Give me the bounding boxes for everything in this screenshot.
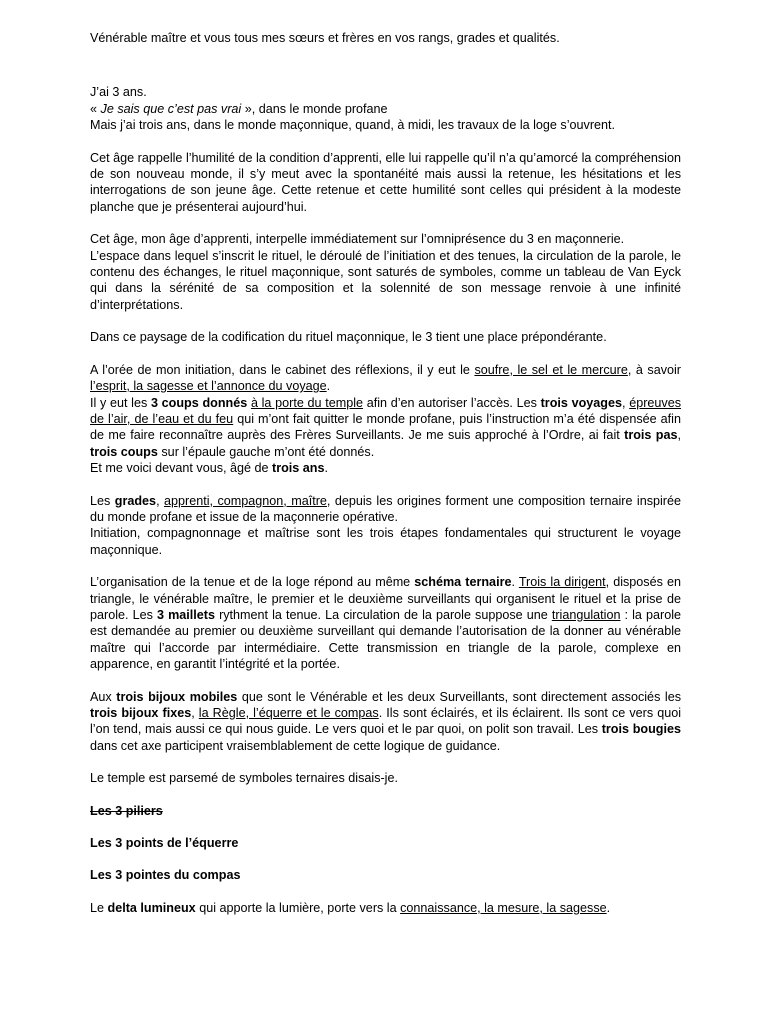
- text-run: sur l’épaule gauche m’ont été donnés.: [157, 444, 375, 459]
- text-run: que sont le Vénérable et les deux Surveillants, sont directement associés les: [237, 689, 681, 704]
- underlined-triangulation: triangulation: [551, 607, 621, 622]
- initiation-cabinet: [90, 362, 681, 395]
- paragraph-organisation: [90, 574, 681, 672]
- underlined-knowledge: connaissance, la mesure, la sagesse: [400, 900, 607, 915]
- text-run: , disposés en triangle, le vénérable maître, le premier et le deuxième surveillants qui organisent le rituel et la prise de parole. Les: [90, 575, 681, 622]
- quote-close: », dans le monde profane: [241, 101, 388, 116]
- bold-three-mallets: 3 maillets: [156, 607, 215, 622]
- text-run: afin d’en autoriser l’accès. Les: [363, 395, 541, 410]
- bold-three-blows: trois coups: [90, 444, 158, 459]
- bold-three-knocks: 3 coups donnés: [150, 395, 248, 410]
- bold-three-journeys: trois voyages: [540, 395, 622, 410]
- grades-composition: [90, 493, 681, 526]
- underlined-temple-door: à la porte du temple: [250, 395, 364, 410]
- bold-three-steps: trois pas: [624, 428, 678, 443]
- underlined-tools: la Règle, l’équerre et le compas: [198, 706, 379, 720]
- text-run: , à savoir: [627, 362, 681, 377]
- bold-three-candles: trois bougies: [601, 722, 681, 737]
- bold-fixed-jewels: trois bijoux fixes: [90, 706, 192, 720]
- bold-grades: grades: [114, 493, 157, 508]
- text-run: rythment la tenue. La circulation de la parole suppose une: [214, 607, 552, 622]
- text-run: Et me voici devant vous, âgé de: [90, 461, 273, 476]
- text-run: L’organisation de la tenue et de la loge répond au même: [90, 575, 415, 590]
- paragraph-landscape: Dans ce paysage de la codification du rituel maçonnique, le 3 tient une place prépondérante.: [90, 330, 607, 345]
- text-run: .: [324, 461, 329, 476]
- intro-block: [90, 84, 681, 133]
- paragraph-three-intro: Cet âge, mon âge d’apprenti, interpelle immédiatement sur l’omniprésence du 3 en maçonnerie.: [90, 232, 625, 247]
- underlined-trials: épreuves de l’air, de l’eau et du feu: [90, 395, 682, 426]
- initiation-journeys: [90, 395, 681, 461]
- bold-square-points: Les 3 points de l’équerre: [90, 836, 239, 851]
- underlined-grade-list: apprenti, compagnon, maître: [164, 493, 327, 508]
- quote-text: Je sais que c’est pas vrai: [100, 101, 242, 116]
- bold-three-years: trois ans: [272, 461, 325, 476]
- bold-mobile-jewels: trois bijoux mobiles: [116, 689, 238, 704]
- paragraph-jewels: [90, 689, 681, 755]
- text-run: .: [326, 379, 331, 394]
- paragraph-three-block: [90, 231, 681, 313]
- text-run: ,: [622, 395, 630, 410]
- paragraph-temple: Le temple est parsemé de symboles ternaires disais-je.: [90, 771, 398, 786]
- strikethrough-pillars: Les 3 piliers: [90, 803, 163, 818]
- text-run: ,: [191, 706, 199, 720]
- heading-square-points: [90, 835, 681, 851]
- heading-compass-points: [90, 867, 681, 883]
- paragraph-grades: [90, 493, 681, 559]
- intro-age-line: J’ai 3 ans.: [90, 85, 147, 100]
- heading-pillars: [90, 803, 681, 819]
- text-run: ,: [677, 428, 681, 443]
- text-run: Aux: [90, 689, 117, 704]
- text-run: , depuis les origines forment une composition ternaire inspirée du monde profane et issue de la maçonnerie opérative.: [90, 493, 681, 524]
- text-run: : la parole est demandée au premier ou deuxième surveillant qui demande l’autorisation de la donner au vénérable maître qui l’accorde par intermédiaire. Cette transmission en triangle de la parole, complexe en apparence, en garantit l’intégrité et la portée.: [90, 607, 682, 672]
- bold-ternary-scheme: schéma ternaire: [414, 575, 512, 590]
- intro-masonic-line: Mais j’ai trois ans, dans le monde maçonnique, quand, à midi, les travaux de la loge s’ouvrent.: [90, 118, 616, 133]
- text-run: . Ils sont éclairés, et ils éclairent. Ils sont ce vers quoi l’on tend, mais aussi ce qui nous guide. Le vers quoi et le par quoi, on polit son travail. Les: [90, 706, 682, 737]
- text-run: .: [511, 575, 519, 590]
- grades-stages: Initiation, compagnonnage et maîtrise sont les trois étapes fondamentales qui structurent le voyage maçonnique.: [90, 526, 681, 557]
- underlined-three-lead: Trois la dirigent: [518, 575, 606, 590]
- bold-compass-points: Les 3 pointes du compas: [90, 868, 241, 883]
- intro-quote-line: [90, 101, 681, 117]
- paragraph-delta: [90, 900, 681, 916]
- text-run: Les: [90, 493, 115, 508]
- paragraph-initiation: [90, 362, 681, 477]
- underlined-elements: soufre, le sel et le mercure: [474, 362, 628, 377]
- paragraph-age: Cet âge rappelle l’humilité de la condition d’apprenti, elle lui rappelle qu’il n’a qu’amorcé la compréhension de son nouveau monde, il s’y meut avec la spontanéité mais aussi la retenue, les hésitations et les interrogations de son jeune âge. Cette retenue et cette humilité sont celles qui président à la modeste planche que je présenterai aujourd’hui.: [90, 150, 681, 214]
- text-run: .: [606, 900, 611, 915]
- text-run: dans cet axe participent vraisemblablement de cette logique de guidance.: [90, 738, 501, 753]
- underlined-meaning: l’esprit, la sagesse et l’annonce du voyage: [90, 379, 327, 394]
- text-run: Le: [90, 900, 108, 915]
- initiation-age: [90, 460, 681, 476]
- quote-open: «: [90, 101, 101, 116]
- text-run: A l’orée de mon initiation, dans le cabinet des réflexions, il y eut le: [90, 362, 475, 377]
- text-run: qui apporte la lumière, porte vers la: [195, 900, 401, 915]
- text-run: ,: [156, 493, 165, 508]
- bold-luminous-delta: delta lumineux: [107, 900, 196, 915]
- paragraph-three-space: L’espace dans lequel s’inscrit le rituel, le déroulé de l’initiation et des tenues, la circulation de la parole, le contenu des échanges, le rituel maçonnique, sont saturés de symboles, comme un tableau de Van Eyck qui dans la sérénité de sa composition et la solennité de son message renvoie à une infinité d’interprétations.: [90, 248, 681, 312]
- text-run: Il y eut les: [90, 395, 151, 410]
- text-run: qui m’ont fait quitter le monde profane, puis l’instruction m’a été dispensée afin de me faire reconnaître auprès des Frères Surveillants. Je me suis approché à l’Ordre, ai fait: [90, 411, 681, 443]
- salutation: Vénérable maître et vous tous mes sœurs et frères en vos rangs, grades et qualités.: [90, 31, 560, 45]
